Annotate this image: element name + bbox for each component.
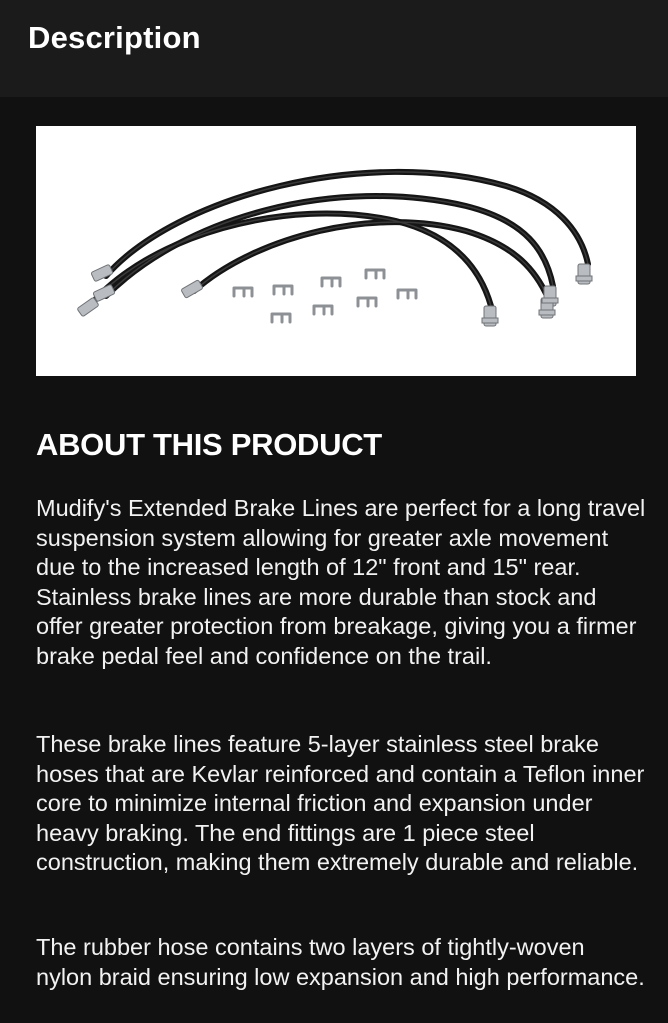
description-paragraph: The rubber hose contains two layers of tightly-woven nylon braid ensuring low expansion and high performance. [36, 934, 645, 990]
page-title: Description [28, 20, 201, 55]
section-heading: ABOUT THIS PRODUCT [36, 427, 382, 462]
description-paragraph: Mudify's Extended Brake Lines are perfect for a long travel suspension system allowing for greater axle movement due to the increased length of 12" front and 15" rear. Stainless brake lines are more durable than stock and offer greater protection from breakage, giving you a firmer brake pedal feel and confidence on the trail. [36, 495, 646, 669]
brake-lines-illustration [36, 126, 636, 376]
header-bar [0, 0, 668, 97]
product-image [36, 126, 636, 376]
description-paragraph: These brake lines feature 5-layer stainless steel brake hoses that are Kevlar reinforced and contain a Teflon inner core to minimize internal friction and expansion under heavy braking. The end fittings are 1 piece steel construction, making them extremely durable and reliable. [36, 731, 645, 876]
